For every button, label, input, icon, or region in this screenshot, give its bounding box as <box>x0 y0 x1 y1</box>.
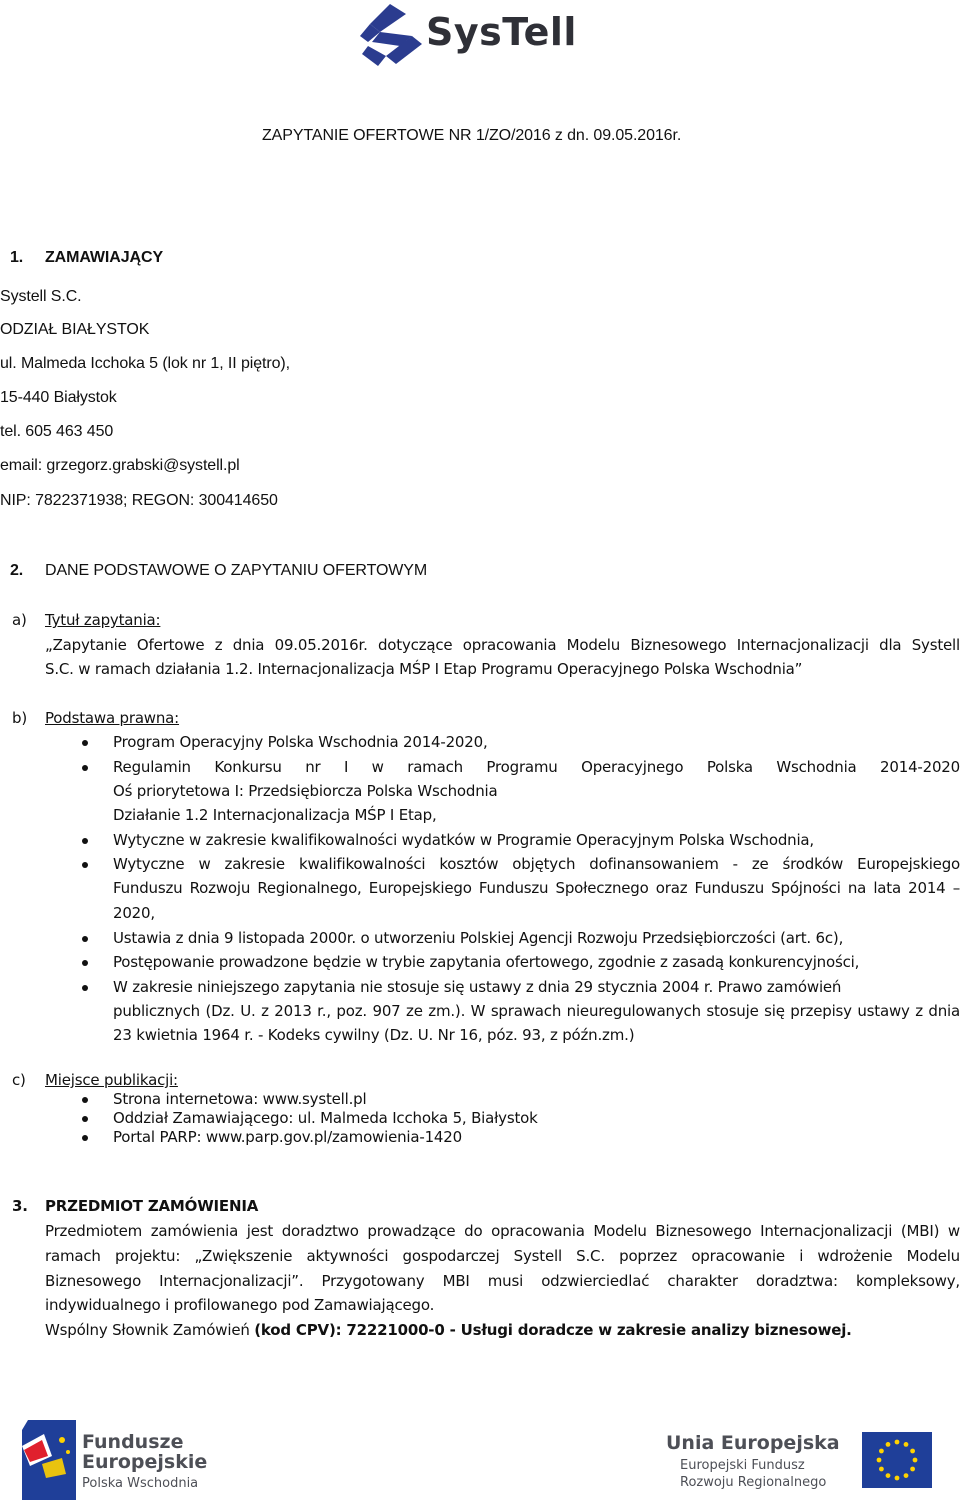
cpv-code: (kod CPV): 72221000-0 - Usługi doradcze w zakresie analizy biznesowej. <box>254 1321 852 1339</box>
contact-branch: ODZIAŁ BIAŁYSTOK <box>0 321 150 338</box>
eu-subtitle-line1: Europejski Fundusz <box>680 1458 805 1473</box>
systell-logo-text: SysTell <box>426 10 577 54</box>
item-a-label: Tytuł zapytania: <box>45 611 161 629</box>
fe-logo <box>22 1418 222 1502</box>
fe-subtitle: Polska Wschodnia <box>82 1476 199 1491</box>
item-b-letter: b) <box>12 709 27 727</box>
section-1-heading: ZAMAWIAJĄCY <box>45 249 164 266</box>
section-3-number: 3. <box>12 1197 28 1215</box>
item-c-letter: c) <box>12 1071 26 1089</box>
bullet-icon <box>82 862 88 868</box>
legal-basis-item: Program Operacyjny Polska Wschodnia 2014-2020, <box>113 733 488 751</box>
item-a-text-line2: S.C. w ramach działania 1.2. Internacjonalizacja MŚP I Etap Programu Operacyjnego Polska Wschodnia” <box>45 660 803 678</box>
legal-basis-item: Postępowanie prowadzone będzie w trybie zapytania ofertowego, zgodnie z zasadą konkurencyjności, <box>113 953 860 971</box>
order-subject-line: Przedmiotem zamówienia jest doradztwo prowadzące do opracowania Modelu Biznesowego Internacjonalizacji (MBI) w <box>45 1222 960 1240</box>
eu-logo <box>666 1428 936 1498</box>
legal-basis-item-cont: 2020, <box>113 904 155 922</box>
legal-basis-item: Wytyczne w zakresie kwalifikowalności wydatków w Programie Operacyjnym Polska Wschodnia, <box>113 831 814 849</box>
order-subject-line: indywidualnego i profilowanego pod Zamawiającego. <box>45 1296 435 1314</box>
contact-nip-regon: NIP: 7822371938; REGON: 300414650 <box>0 492 278 509</box>
section-2-number: 2. <box>10 562 24 579</box>
contact-email: email: grzegorz.grabski@systell.pl <box>0 457 240 474</box>
cpv-prefix: Wspólny Słownik Zamówień <box>45 1321 255 1339</box>
fe-flag-icon <box>22 1420 76 1500</box>
bullet-icon <box>82 765 88 771</box>
legal-basis-item-cont: Funduszu Rozwoju Regionalnego, Europejskiego Funduszu Społecznego oraz Funduszu Spójności na lata 2014 – <box>113 879 960 897</box>
publication-place-item: Oddział Zamawiającego: ul. Malmeda Icchoka 5, Białystok <box>113 1109 538 1127</box>
fe-title-line1: Fundusze <box>82 1431 184 1453</box>
bullet-icon <box>82 1097 88 1103</box>
bullet-icon <box>82 838 88 844</box>
section-2-heading: DANE PODSTAWOWE O ZAPYTANIU OFERTOWYM <box>45 562 428 579</box>
legal-basis-item: W zakresie niniejszego zapytania nie stosuje się ustawy z dnia 29 stycznia 2004 r. Prawo zamówień <box>113 978 842 996</box>
order-subject-line: Biznesowego Internacjonalizacji”. Przygotowany MBI musi odzwierciedlać charakter doradztwa: kompleksowy, <box>45 1272 960 1290</box>
eu-title: Unia Europejska <box>666 1432 840 1454</box>
contact-phone: tel. 605 463 450 <box>0 423 114 440</box>
item-b-label: Podstawa prawna: <box>45 709 180 727</box>
item-c-label: Miejsce publikacji: <box>45 1071 178 1089</box>
bullet-icon <box>82 985 88 991</box>
bullet-icon <box>82 740 88 746</box>
legal-basis-item: Ustawia z dnia 9 listopada 2000r. o utworzeniu Polskiej Agencji Rozwoju Przedsiębiorczości (art. 6c), <box>113 929 844 947</box>
order-subject-line: ramach projektu: „Zwiększenie aktywności gospodarczej Systell S.C. poprzez opracowanie i wdrożenie Modelu <box>45 1247 960 1265</box>
eu-subtitle-line2: Rozwoju Regionalnego <box>680 1475 827 1490</box>
fe-title-line2: Europejskie <box>82 1451 208 1473</box>
legal-basis-item-cont: Oś priorytetowa I: Przedsiębiorcza Polska Wschodnia <box>113 782 498 800</box>
publication-place-item: Strona internetowa: www.systell.pl <box>113 1090 367 1108</box>
bullet-icon <box>82 1116 88 1122</box>
legal-basis-item: Wytyczne w zakresie kwalifikowalności kosztów objętych dofinansowaniem - ze środków Europejskiego <box>113 855 960 873</box>
item-a-letter: a) <box>12 611 27 629</box>
item-a-text-line1: „Zapytanie Ofertowe z dnia 09.05.2016r. dotyczące opracowania Modelu Biznesowego Internacjonalizacji dla Systell <box>45 636 960 654</box>
systell-logo-mark-icon <box>360 2 422 68</box>
bullet-icon <box>82 960 88 966</box>
contact-street: ul. Malmeda Icchoka 5 (lok nr 1, II piętro), <box>0 355 290 372</box>
eu-flag-icon <box>862 1432 932 1488</box>
section-3-heading: PRZEDMIOT ZAMÓWIENIA <box>45 1197 259 1215</box>
section-1-number: 1. <box>10 249 24 266</box>
bullet-icon <box>82 1135 88 1141</box>
contact-company: Systell S.C. <box>0 288 82 305</box>
cpv-line <box>45 1321 852 1339</box>
publication-place-item: Portal PARP: www.parp.gov.pl/zamowienia-1420 <box>113 1128 462 1146</box>
page-title: ZAPYTANIE OFERTOWE NR 1/ZO/2016 z dn. 09.05.2016r. <box>262 127 682 144</box>
systell-logo <box>360 2 605 68</box>
legal-basis-item-cont: Działanie 1.2 Internacjonalizacja MŚP I Etap, <box>113 806 437 824</box>
bullet-icon <box>82 936 88 942</box>
legal-basis-item-cont: publicznych (Dz. U. z 2013 r., poz. 907 ze zm.). W sprawach nieuregulowanych stosuje się przepisy ustawy z dnia <box>113 1002 960 1020</box>
contact-city: 15-440 Białystok <box>0 389 117 406</box>
legal-basis-item: Regulamin Konkursu nr I w ramach Programu Operacyjnego Polska Wschodnia 2014-2020 <box>113 758 960 776</box>
legal-basis-item-cont: 23 kwietnia 1964 r. - Kodeks cywilny (Dz. U. Nr 16, póz. 93, z późn.zm.) <box>113 1026 635 1044</box>
